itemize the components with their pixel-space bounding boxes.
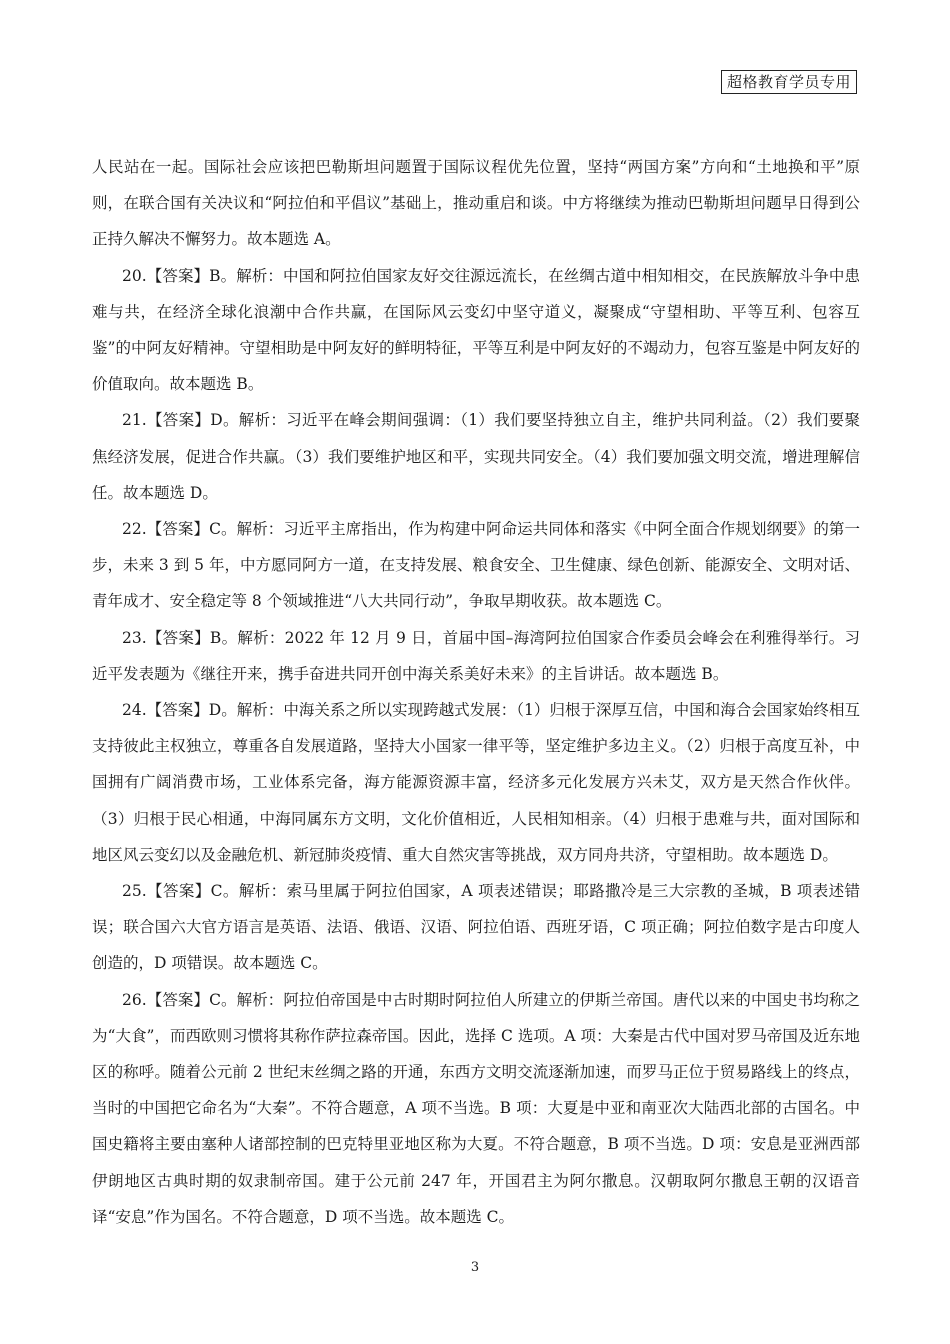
answer-paragraph-20: 20.【答案】B。解析：中国和阿拉伯国家友好交往源远流长，在丝绸古道中相知相交，在民族解放斗争中患难与共，在经济全球化浪潮中合作共赢，在国际风云变幻中坚守道义，凝聚成“守望相助、平等互利、包容互鉴”的中阿友好精神。守望相助是中阿友好的鲜明特征，平等互利是中阿友好的不竭动力，包容互鉴是中阿友好的价值取向。故本题选 B。 xyxy=(92,266,860,394)
watermark-stamp: 超格教育学员专用 xyxy=(721,70,857,94)
answer-paragraph-23: 23.【答案】B。解析：2022 年 12 月 9 日，首届中国–海湾阿拉伯国家合作委员会峰会在利雅得举行。习近平发表题为《继往开来，携手奋进共同开创中海关系美好未来》的主旨讲话。故本题选 B。 xyxy=(92,628,860,683)
page-number: 3 xyxy=(470,1260,480,1275)
paragraph-continuation: 人民站在一起。国际社会应该把巴勒斯坦问题置于国际议程优先位置，坚持“两国方案”方向和“土地换和平”原则，在联合国有关决议和“阿拉伯和平倡议”基础上，推动重启和谈。中方将继续为推动巴勒斯坦问题早日得到公正持久解决不懈努力。故本题选 A。 xyxy=(92,158,860,249)
answer-paragraph-22: 22.【答案】C。解析：习近平主席指出，作为构建中阿命运共同体和落实《中阿全面合作规划纲要》的第一步，未来 3 到 5 年，中方愿同阿方一道，在支持发展、粮食安全、卫生健康、绿色创新、能源安全、文明对话、青年成才、安全稳定等 8 个领域推进“八大共同行动”，争取早期收获。故本题选 C。 xyxy=(92,520,860,611)
answer-paragraph-21: 21.【答案】D。解析：习近平在峰会期间强调：（1）我们要坚持独立自主，维护共同利益。（2）我们要聚焦经济发展，促进合作共赢。（3）我们要维护地区和平，实现共同安全。（4）我们要加强文明交流，增进理解信任。故本题选 D。 xyxy=(92,411,860,502)
answer-paragraph-26: 26.【答案】C。解析：阿拉伯帝国是中古时期时阿拉伯人所建立的伊斯兰帝国。唐代以来的中国史书均称之为“大食”，而西欧则习惯将其称作萨拉森帝国。因此，选择 C 选项。A 项：大秦是古代中国对罗马帝国及近东地区的称呼。随着公元前 2 世纪末丝绸之路的开通，东西方文明交流逐渐加速，而罗马正位于贸易路线上的终点，当时的中国把它命名为“大秦”。不符合题意，A 项不当选。B 项：大夏是中亚和南亚次大陆西北部的古国名。中国史籍将主要由塞种人诸部控制的巴克特里亚地区称为大夏。不符合题意，B 项不当选。D 项：安息是亚洲西部伊朗地区古典时期的奴隶制帝国。建于公元前 247 年，开国君主为阿尔撒息。汉朝取阿尔撒息王朝的汉语音译“安息”作为国名。不符合题意，D 项不当选。故本题选 C。 xyxy=(92,990,860,1226)
document-body xyxy=(92,149,860,1235)
answer-paragraph-25: 25.【答案】C。解析：索马里属于阿拉伯国家，A 项表述错误；耶路撒冷是三大宗教的圣城，B 项表述错误；联合国六大官方语言是英语、法语、俄语、汉语、阿拉伯语、西班牙语，C 项正确；阿拉伯数字是古印度人创造的，D 项错误。故本题选 C。 xyxy=(92,882,860,973)
answer-paragraph-24: 24.【答案】D。解析：中海关系之所以实现跨越式发展：（1）归根于深厚互信，中国和海合会国家始终相互支持彼此主权独立，尊重各自发展道路，坚持大小国家一律平等，坚定维护多边主义。（2）归根于高度互补，中国拥有广阔消费市场，工业体系完备，海方能源资源丰富，经济多元化发展方兴未艾，双方是天然合作伙伴。（3）归根于民心相通，中海同属东方文明，文化价值相近，人民相知相亲。（4）归根于患难与共，面对国际和地区风云变幻以及金融危机、新冠肺炎疫情、重大自然灾害等挑战，双方同舟共济，守望相助。故本题选 D。 xyxy=(92,701,860,864)
